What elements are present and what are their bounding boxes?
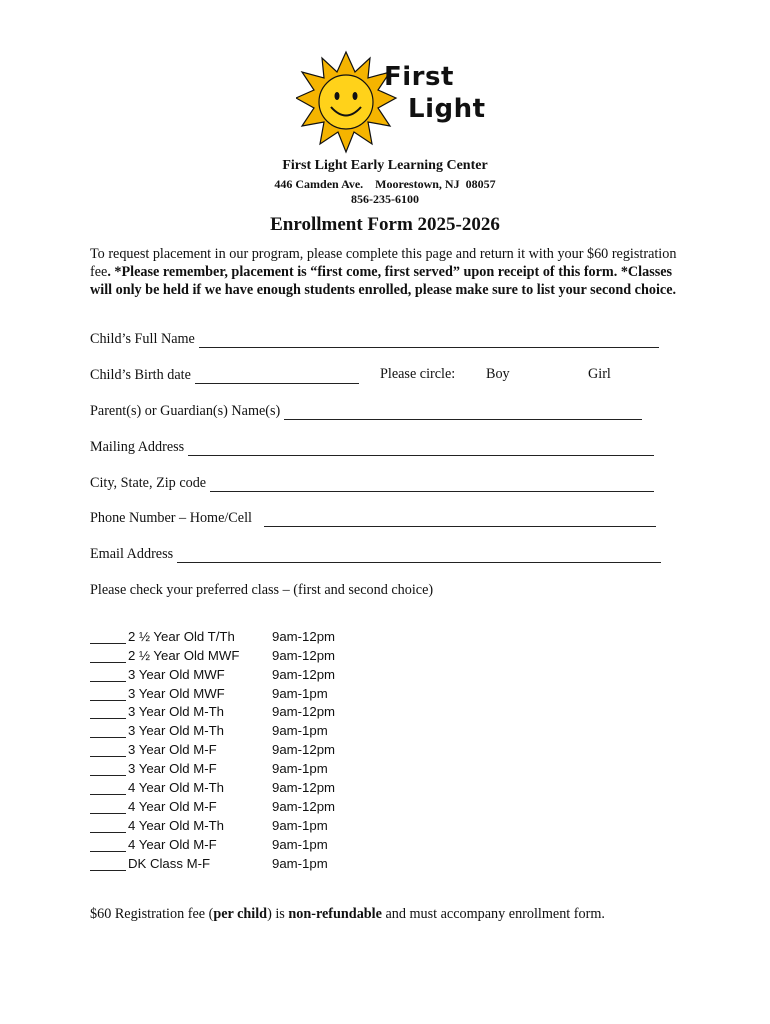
class-time: 9am-12pm	[272, 666, 336, 682]
mailing-label: Mailing Address	[90, 439, 185, 455]
girl-option[interactable]: Girl	[588, 366, 611, 382]
class-row	[90, 795, 335, 814]
class-row	[90, 719, 335, 738]
class-row	[90, 776, 335, 795]
class-name: 3 Year Old M-Th	[128, 704, 225, 720]
logo-word-first: First	[384, 62, 454, 92]
class-name: 3 Year Old MWF	[128, 666, 225, 682]
class-row	[90, 625, 335, 644]
class-name: 3 Year Old M-F	[128, 742, 217, 758]
class-name: 2 ½ Year Old MWF	[128, 647, 240, 663]
email-field[interactable]	[90, 543, 661, 563]
class-time: 9am-12pm	[272, 798, 336, 814]
class-checkbox-blank[interactable]	[90, 743, 126, 757]
class-row	[90, 757, 335, 776]
footer-bold-1: per child	[213, 906, 268, 922]
class-checkbox-blank[interactable]	[90, 762, 126, 776]
class-list	[90, 625, 335, 871]
class-name: 3 Year Old MWF	[128, 685, 225, 701]
footer-text-1: $60 Registration fee (	[90, 906, 214, 922]
class-name: 4 Year Old M-Th	[128, 780, 225, 796]
class-time: 9am-1pm	[272, 685, 328, 701]
form-title: Enrollment Form 2025-2026	[270, 214, 500, 235]
class-row	[90, 644, 335, 663]
class-time: 9am-12pm	[272, 704, 336, 720]
class-checkbox-blank[interactable]	[90, 668, 126, 682]
class-row	[90, 682, 335, 701]
class-checkbox-blank[interactable]	[90, 649, 126, 663]
class-checkbox-blank[interactable]	[90, 800, 126, 814]
class-checkbox-blank[interactable]	[90, 857, 126, 871]
class-time: 9am-1pm	[272, 761, 328, 777]
class-time: 9am-1pm	[272, 817, 328, 833]
mailing-line[interactable]	[188, 441, 654, 456]
mailing-field[interactable]	[90, 436, 654, 456]
class-time: 9am-1pm	[272, 836, 328, 852]
city-field[interactable]	[90, 472, 654, 492]
birth-date-line[interactable]	[195, 369, 359, 384]
phone-line[interactable]	[264, 512, 656, 527]
class-prompt	[90, 579, 433, 599]
org-address: 446 Camden Ave. Moorestown, NJ 08057	[274, 177, 496, 191]
org-name: First Light Early Learning Center	[282, 158, 488, 173]
phone-field[interactable]	[90, 507, 656, 527]
class-name: 4 Year Old M-F	[128, 798, 217, 814]
class-checkbox-blank[interactable]	[90, 838, 126, 852]
class-row	[90, 814, 335, 833]
class-name: DK Class M-F	[128, 855, 211, 871]
phone-label: Phone Number – Home/Cell	[90, 510, 252, 526]
class-name: 4 Year Old M-Th	[128, 817, 225, 833]
logo-word-light: Light	[408, 94, 486, 124]
city-line[interactable]	[210, 477, 654, 492]
email-line[interactable]	[177, 548, 661, 563]
child-name-field[interactable]	[90, 328, 659, 348]
class-checkbox-blank[interactable]	[90, 781, 126, 795]
birth-date-field[interactable]	[90, 364, 359, 384]
class-name: 3 Year Old M-Th	[128, 723, 225, 739]
class-prompt-label: Please check your preferred class – (first and second choice)	[90, 582, 434, 598]
intro-text: To request placement in our program, please complete this page and return it with your $60 registration fee	[90, 246, 677, 280]
class-time: 9am-1pm	[272, 855, 328, 871]
class-checkbox-blank[interactable]	[90, 724, 126, 738]
class-time: 9am-12pm	[272, 647, 336, 663]
footer-text-2: ) is	[267, 906, 289, 922]
class-checkbox-blank[interactable]	[90, 630, 126, 644]
class-name: 3 Year Old M-F	[128, 761, 217, 777]
footer-note	[90, 906, 605, 923]
class-row	[90, 833, 335, 852]
class-time: 9am-12pm	[272, 628, 336, 644]
class-time: 9am-1pm	[272, 723, 328, 739]
city-label: City, State, Zip code	[90, 475, 207, 491]
class-name: 2 ½ Year Old T/Th	[128, 628, 235, 644]
class-checkbox-blank[interactable]	[90, 687, 126, 701]
class-row	[90, 701, 335, 720]
class-row	[90, 852, 335, 871]
footer-text-3: and must accompany enrollment form.	[381, 906, 605, 922]
class-time: 9am-12pm	[272, 742, 336, 758]
parents-line[interactable]	[284, 405, 642, 420]
class-time: 9am-12pm	[272, 780, 336, 796]
class-name: 4 Year Old M-F	[128, 836, 217, 852]
parents-label: Parent(s) or Guardian(s) Name(s)	[90, 403, 281, 419]
class-row	[90, 663, 335, 682]
parents-field[interactable]	[90, 400, 642, 420]
class-row	[90, 738, 335, 757]
please-circle-label: Please circle:	[380, 366, 456, 382]
class-checkbox-blank[interactable]	[90, 705, 126, 719]
child-name-line[interactable]	[199, 333, 659, 348]
class-checkbox-blank[interactable]	[90, 819, 126, 833]
footer-bold-2: non-refundable	[288, 906, 382, 922]
boy-option[interactable]: Boy	[486, 366, 510, 382]
intro-bold-text: . *Please remember, placement is “first come, first served” upon receipt of this form. *Classes will only be held if we have enough students enrolled, please make sure to list your second choice.	[90, 264, 677, 298]
child-name-label: Child’s Full Name	[90, 331, 195, 347]
intro-paragraph	[90, 245, 680, 299]
org-phone: 856-235-6100	[351, 192, 419, 206]
birth-date-label: Child’s Birth date	[90, 367, 191, 383]
email-label: Email Address	[90, 546, 174, 562]
first-light-logo	[296, 48, 486, 154]
